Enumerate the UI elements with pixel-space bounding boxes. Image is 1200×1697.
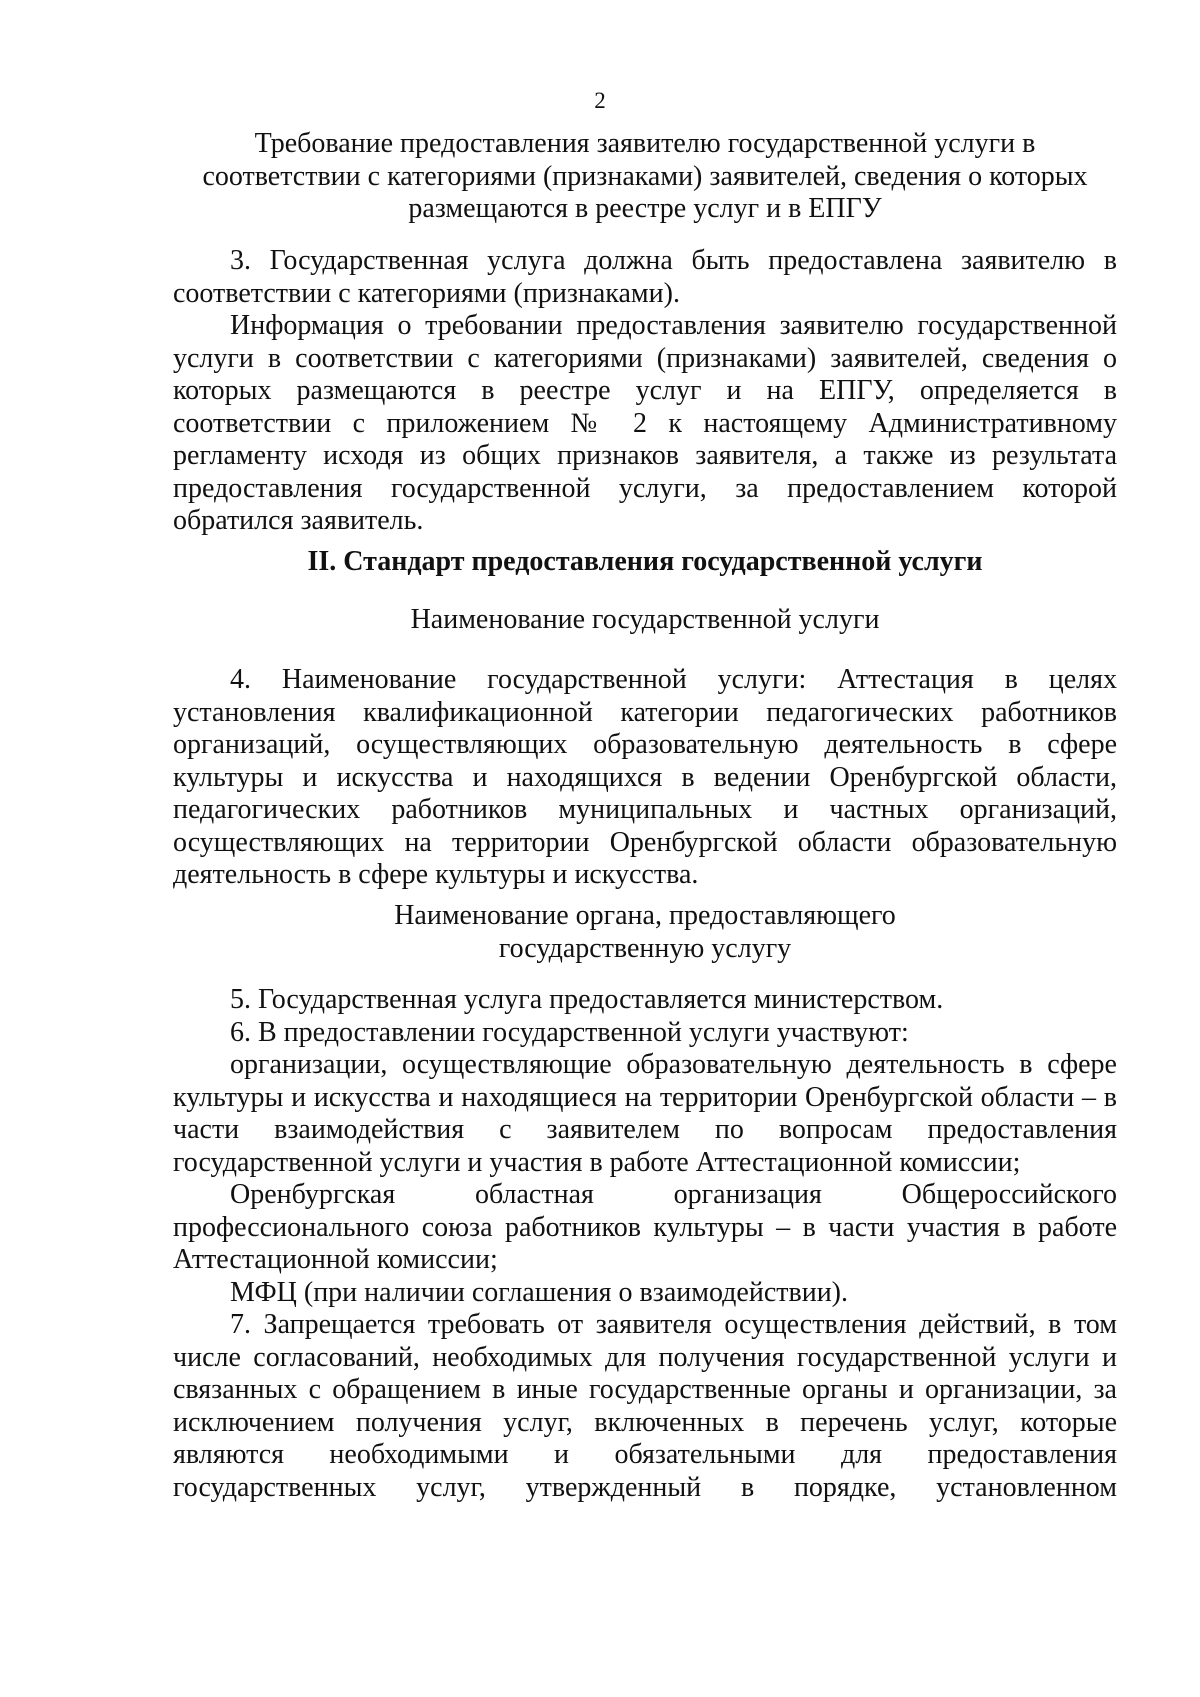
paragraph-4: 4. Наименование государственной услуги: Аттестация в целях установления квалификационной категории педагогических работников организаций, осуществляющих образовательную деятельность в сфере культуры и искусства и находящихся в ведении Оренбургской области, педагогических работников муниципальных и частных организаций, осуществляющих на территории Оренбургской области образовательную деятельность в сфере культуры и искусства. [173, 664, 1117, 890]
paragraph-5: 5. Государственная услуга предоставляется министерством. [230, 984, 944, 1015]
section-2-title-block [173, 546, 1117, 579]
subheading: Наименование государственной услуги [410, 604, 880, 635]
subsection-2-body [173, 984, 1117, 1504]
subheading-2-block [173, 900, 1117, 965]
heading [173, 128, 1117, 226]
section-1-body [173, 245, 1117, 538]
subheading-1-block [173, 604, 1117, 637]
paragraph-organizations: организации, осуществляющие образовательную деятельность в сфере культуры и искусства и находящиеся на территории Оренбургской области – в части взаимодействия с заявителем по вопросам предоставления государственной услуги и участия в работе Аттестационной комиссии; [173, 1049, 1117, 1178]
subsection-1-body [173, 664, 1117, 892]
heading-line: Требование предоставления заявителю государственной услуги в [254, 128, 1036, 159]
paragraph-union: Оренбургская областная организация Общероссийского профессионального союза работников культуры – в части участия в работе Аттестационной комиссии; [173, 1179, 1117, 1275]
paragraph-7: 7. Запрещается требовать от заявителя осуществления действий, в том числе согласований, необходимых для получения государственной услуги и связанных с обращением в иные государственные органы и организации, за исключением получения услуг, включенных в перечень услуг, которые являются необходимыми и обязательными для предоставления государственных услуг, утвержденный в порядке, установленном [173, 1309, 1117, 1503]
paragraph-6: 6. В предоставлении государственной услуги участвуют: [230, 1016, 909, 1048]
page-number: 2 [594, 88, 606, 113]
paragraph-info: Информация о требовании предоставления заявителю государственной услуги в соответствии с категориями (признаками) заявителей, сведения о которых размещаются в реестре услуг и на ЕПГУ, определяется в соответствии с приложением № 2 к настоящему Административному регламенту исходя из общих признаков заявителя, а также из результата предоставления государственной услуги, за предоставлением которой обратился заявитель. [173, 310, 1117, 536]
heading-line: соответствии с категориями (признаками) заявителей, сведения о которых [202, 160, 1088, 192]
section-1-heading [173, 128, 1117, 226]
subheading [173, 900, 1117, 965]
subheading-line: Наименование органа, предоставляющего [394, 900, 896, 931]
section-title: II. Стандарт предоставления государственной услуги [307, 546, 983, 577]
subheading-line: государственную услугу [498, 932, 792, 964]
heading-line: размещаются в реестре услуг и в ЕПГУ [408, 193, 882, 224]
paragraph-mfc: МФЦ (при наличии соглашения о взаимодействии). [230, 1276, 848, 1308]
paragraph-3: 3. Государственная услуга должна быть предоставлена заявителю в соответствии с категориями (признаками). [173, 245, 1117, 309]
